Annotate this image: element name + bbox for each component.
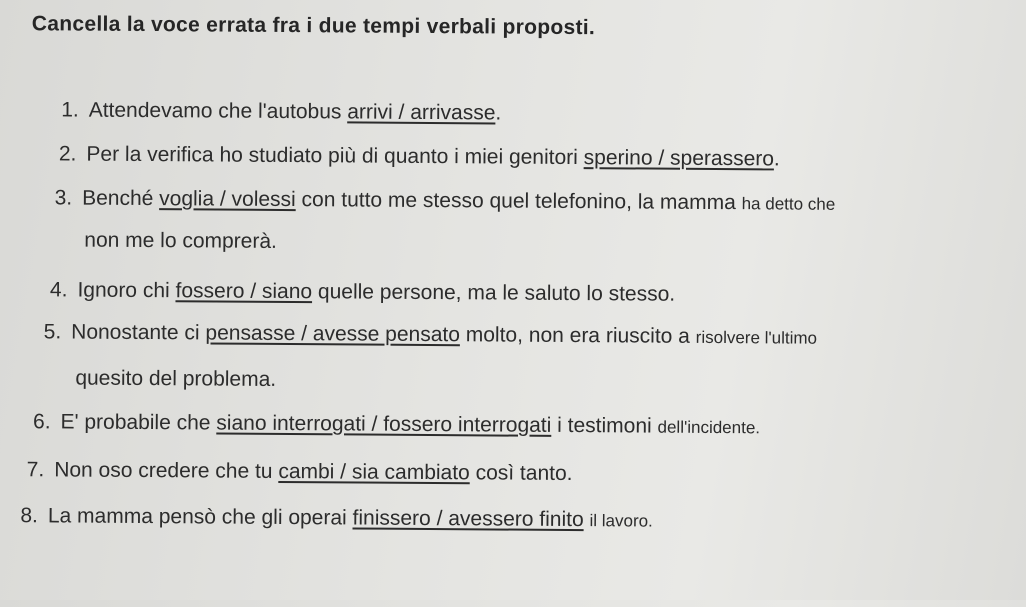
- item-number: 8.: [20, 504, 38, 528]
- item-text: Per la verifica ho studiato più di quanto i miei genitori: [86, 142, 584, 170]
- verb-choice[interactable]: pensasse / avesse pensato: [205, 321, 461, 347]
- exercise-item-4: [50, 278, 675, 306]
- item-text: E' probabile che: [60, 410, 217, 435]
- exercise-item-1: [61, 98, 501, 125]
- item-text-end: risolvere l'ultimo: [695, 327, 818, 348]
- verb-choice[interactable]: cambi / sia cambiato: [278, 459, 470, 485]
- verb-choice[interactable]: fossero / siano: [175, 279, 313, 304]
- exercise-item-7: [27, 458, 573, 486]
- item-number: 7.: [26, 458, 45, 482]
- item-number: 4.: [49, 278, 68, 302]
- verb-choice[interactable]: sperino / sperassero: [583, 146, 775, 171]
- item-text-end: ha detto che: [741, 194, 836, 214]
- verb-choice[interactable]: finissero / avessero finito: [352, 506, 584, 532]
- item-number: 6.: [32, 410, 51, 434]
- item-number: 3.: [54, 186, 73, 210]
- item-text: La mamma pensò che gli operai: [47, 504, 353, 530]
- exercise-item-3-continuation: non me lo comprerà.: [84, 228, 277, 253]
- exercise-item-5: [44, 320, 818, 349]
- item-text: Ignoro chi: [77, 278, 176, 303]
- verb-choice[interactable]: siano interrogati / fossero interrogati: [216, 411, 552, 437]
- item-text-mid: con tutto me stesso quel telefonino, la mamma: [295, 188, 742, 215]
- item-text-end: così tanto.: [469, 461, 573, 486]
- exercise-item-8: [20, 504, 653, 532]
- verb-choice[interactable]: voglia / volessi: [159, 187, 296, 212]
- item-number: 5.: [43, 320, 62, 344]
- exercise-item-2: [59, 142, 780, 171]
- item-text-end: il lavoro.: [589, 511, 653, 531]
- item-text-end: quelle persone, ma le saluto lo stesso.: [312, 280, 676, 306]
- verb-choice[interactable]: arrivi / arrivasse: [347, 100, 496, 125]
- item-text-mid: molto, non era riuscito a: [459, 323, 696, 348]
- item-text-end: .: [773, 147, 780, 171]
- item-text-end: .: [495, 101, 502, 125]
- exercise-item-3: [55, 186, 836, 215]
- item-text: Nonostante ci: [71, 320, 206, 345]
- item-text-end: dell'incidente.: [657, 417, 761, 438]
- exercise-item-5-continuation: quesito del problema.: [75, 366, 277, 391]
- item-number: 2.: [58, 142, 77, 166]
- exercise-item-6: [33, 410, 760, 439]
- item-text: Attendevamo che l'autobus: [88, 98, 348, 124]
- item-text: Non oso credere che tu: [54, 458, 279, 483]
- exercise-title: Cancella la voce errata fra i due tempi verbali proposti.: [31, 12, 596, 40]
- item-number: 1.: [61, 98, 79, 122]
- item-text: Benché: [82, 186, 160, 211]
- item-text-mid: i testimoni: [551, 413, 658, 438]
